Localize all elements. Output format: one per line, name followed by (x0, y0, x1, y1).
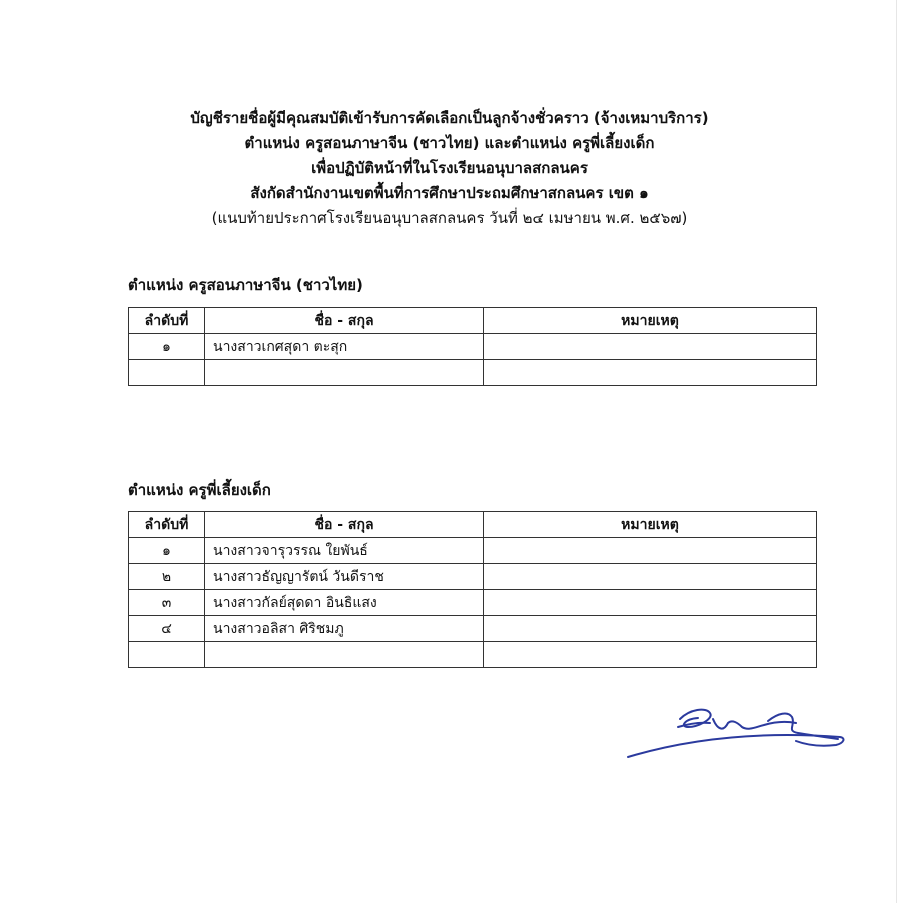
row-note (484, 564, 817, 590)
roster-table-nanny (128, 511, 817, 668)
row-note (484, 590, 817, 616)
column-header-name: ชื่อ - สกุล (205, 308, 484, 334)
row-name: นางสาวจารุวรรณ ใยพันธ์ (205, 538, 484, 564)
section-title-nanny: ตำแหน่ง ครูพี่เลี้ยงเด็ก (128, 481, 271, 499)
row-note (484, 538, 817, 564)
table-row (129, 538, 817, 564)
table-header-row (129, 512, 817, 538)
row-order: ๔ (129, 616, 205, 642)
document-heading (0, 106, 899, 231)
column-header-note: หมายเหตุ (484, 512, 817, 538)
section-title-chinese-teacher: ตำแหน่ง ครูสอนภาษาจีน (ชาวไทย) (128, 276, 363, 294)
row-order: ๓ (129, 590, 205, 616)
row-name: นางสาวกัลย์สุดดา อินธิแสง (205, 590, 484, 616)
row-name: นางสาวธัญญารัตน์ วันดีราช (205, 564, 484, 590)
row-name: นางสาวเกศสุดา ตะสุก (205, 334, 484, 360)
column-header-name: ชื่อ - สกุล (205, 512, 484, 538)
heading-line-5: (แนบท้ายประกาศโรงเรียนอนุบาลสกลนคร วันที่ ๒๔ เมษายน พ.ศ. ๒๕๖๗) (211, 209, 688, 227)
row-order (129, 642, 205, 668)
column-header-order: ลำดับที่ (129, 512, 205, 538)
column-header-order: ลำดับที่ (129, 308, 205, 334)
table-row (129, 642, 817, 668)
row-order: ๑ (129, 334, 205, 360)
heading-line-4: สังกัดสำนักงานเขตพื้นที่การศึกษาประถมศึกษาสกลนคร เขต ๑ (250, 184, 649, 202)
row-note (484, 360, 817, 386)
table-row (129, 616, 817, 642)
row-order (129, 360, 205, 386)
row-note (484, 334, 817, 360)
table-row (129, 334, 817, 360)
row-note (484, 616, 817, 642)
row-order: ๒ (129, 564, 205, 590)
table-header-row (129, 308, 817, 334)
table-row (129, 590, 817, 616)
heading-line-3: เพื่อปฏิบัติหน้าที่ในโรงเรียนอนุบาลสกลนคร (311, 159, 588, 177)
row-note (484, 642, 817, 668)
row-order: ๑ (129, 538, 205, 564)
table-row (129, 360, 817, 386)
heading-line-2: ตำแหน่ง ครูสอนภาษาจีน (ชาวไทย) และตำแหน่ง ครูพี่เลี้ยงเด็ก (244, 134, 655, 152)
heading-line-1: บัญชีรายชื่อผู้มีคุณสมบัติเข้ารับการคัดเลือกเป็นลูกจ้างชั่วคราว (จ้างเหมาบริการ) (190, 109, 709, 127)
signature-image (618, 697, 848, 767)
row-name: นางสาวอลิสา ศิริชมภู (205, 616, 484, 642)
column-header-note: หมายเหตุ (484, 308, 817, 334)
row-name (205, 360, 484, 386)
row-name (205, 642, 484, 668)
roster-table-chinese-teacher (128, 307, 817, 386)
table-row (129, 564, 817, 590)
